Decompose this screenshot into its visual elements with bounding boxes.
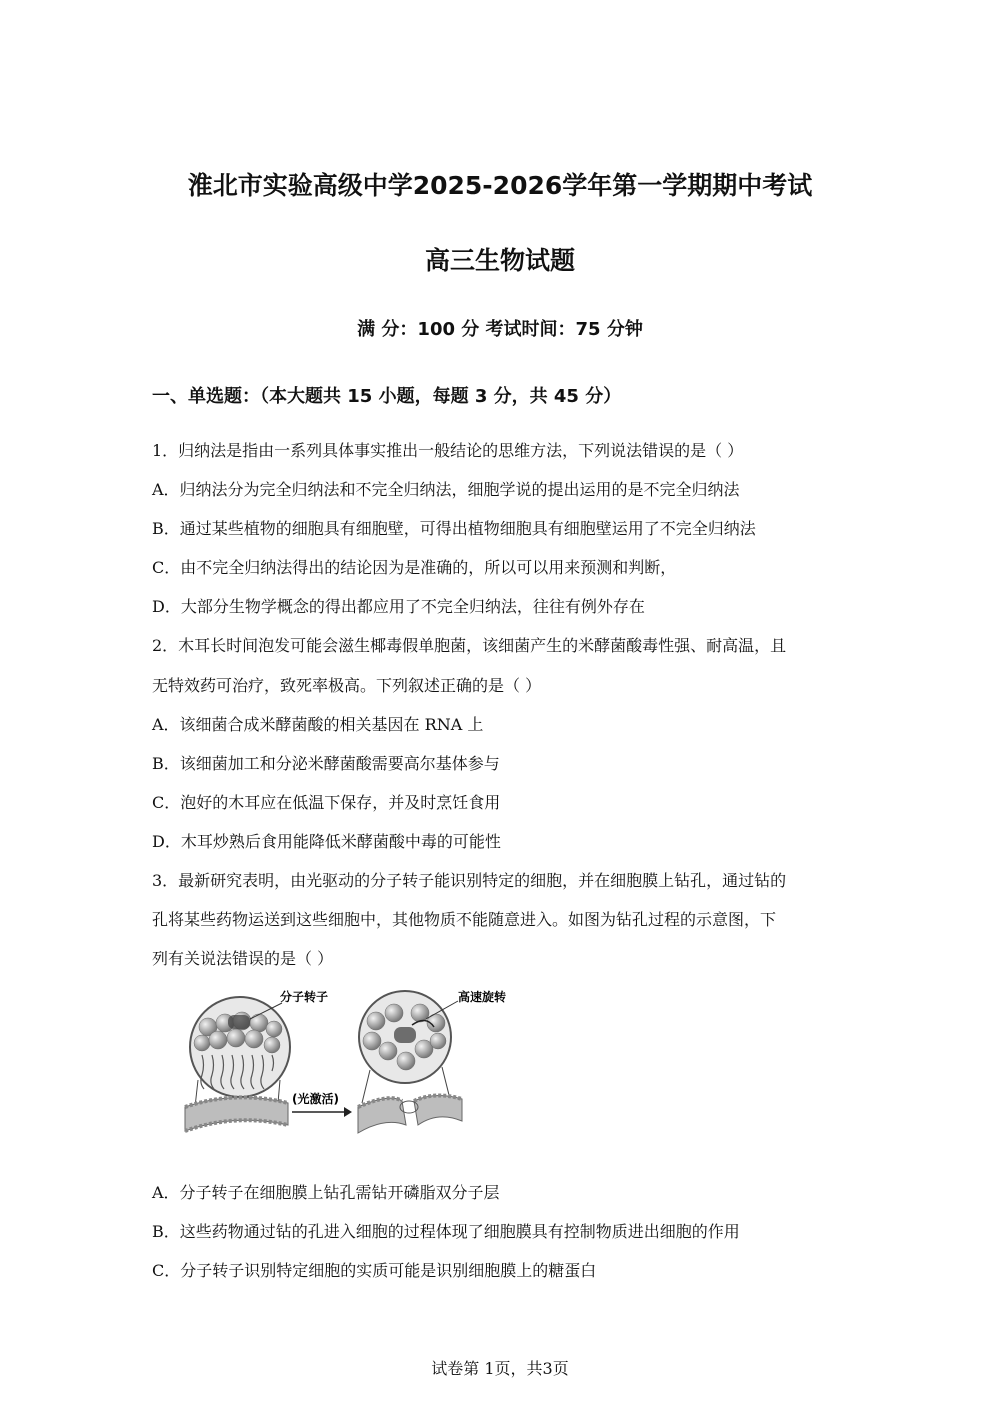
question-2-option-b: B．该细菌加工和分泌米酵菌酸需要高尔基体参与	[152, 754, 500, 773]
rotor-label: 分子转子	[280, 990, 329, 1004]
question-3-option-a: A．分子转子在细胞膜上钻孔需钻开磷脂双分子层	[152, 1183, 500, 1202]
question-2-stem-line-1: 2．木耳长时间泡发可能会滋生椰毒假单胞菌，该细菌产生的米酵菌酸毒性强、耐高温，且	[152, 636, 787, 655]
section-heading: 一、单选题：（本大题共 15 小题，每题 3 分，共 45 分）	[152, 386, 622, 407]
page-footer: 试卷第 1页，共3页	[431, 1359, 569, 1378]
question-3-option-c: C．分子转子识别特定细胞的实质可能是识别细胞膜上的糖蛋白	[152, 1261, 597, 1280]
question-3-stem-line-2: 孔将某些药物运送到这些细胞中，其他物质不能随意进入。如图为钻孔过程的示意图，下	[152, 910, 777, 929]
question-3-stem-line-3: 列有关说法错误的是（ ）	[152, 949, 334, 968]
rotating-label: 高速旋转	[458, 990, 507, 1004]
exam-subtitle: 高三生物试题	[424, 246, 575, 275]
left-membrane	[185, 1097, 288, 1131]
question-1-option-b: B．通过某些植物的细胞具有细胞壁，可得出植物细胞具有细胞壁运用了不完全归纳法	[152, 519, 756, 538]
molecular-rotor-figure	[180, 985, 525, 1145]
exam-meta: 满 分：100 分 考试时间：75 分钟	[357, 319, 643, 340]
question-3-stem-line-1: 3．最新研究表明，由光驱动的分子转子能识别特定的细胞，并在细胞膜上钻孔，通过钻的	[152, 871, 787, 890]
question-2-option-d: D．木耳炒熟后食用能降低米酵菌酸中毒的可能性	[152, 832, 501, 851]
question-2-option-c: C．泡好的木耳应在低温下保存，并及时烹饪食用	[152, 793, 501, 812]
right-membrane	[358, 1095, 462, 1133]
question-1-option-a: A．归纳法分为完全归纳法和不完全归纳法，细胞学说的提出运用的是不完全归纳法	[152, 480, 740, 499]
light-activation-label: (光激活)	[292, 1092, 339, 1106]
question-3-option-b: B．这些药物通过钻的孔进入细胞的过程体现了细胞膜具有控制物质进出细胞的作用	[152, 1222, 740, 1241]
left-zoom-circle	[190, 997, 290, 1097]
right-zoom-circle	[359, 991, 451, 1083]
question-1-option-d: D．大部分生物学概念的得出都应用了不完全归纳法，往往有例外存在	[152, 597, 645, 616]
question-1-option-c: C．由不完全归纳法得出的结论因为是准确的，所以可以用来预测和判断，	[152, 558, 677, 577]
question-2-stem-line-2: 无特效药可治疗，致死率极高。下列叙述正确的是（ ）	[152, 676, 542, 695]
exam-title: 淮北市实验高级中学2025-2026学年第一学期期中考试	[187, 171, 813, 200]
question-2-option-a: A．该细菌合成米酵菌酸的相关基因在 RNA 上	[152, 715, 484, 734]
question-1-stem: 1．归纳法是指由一系列具体事实推出一般结论的思维方法，下列说法错误的是（ ）	[152, 441, 744, 460]
